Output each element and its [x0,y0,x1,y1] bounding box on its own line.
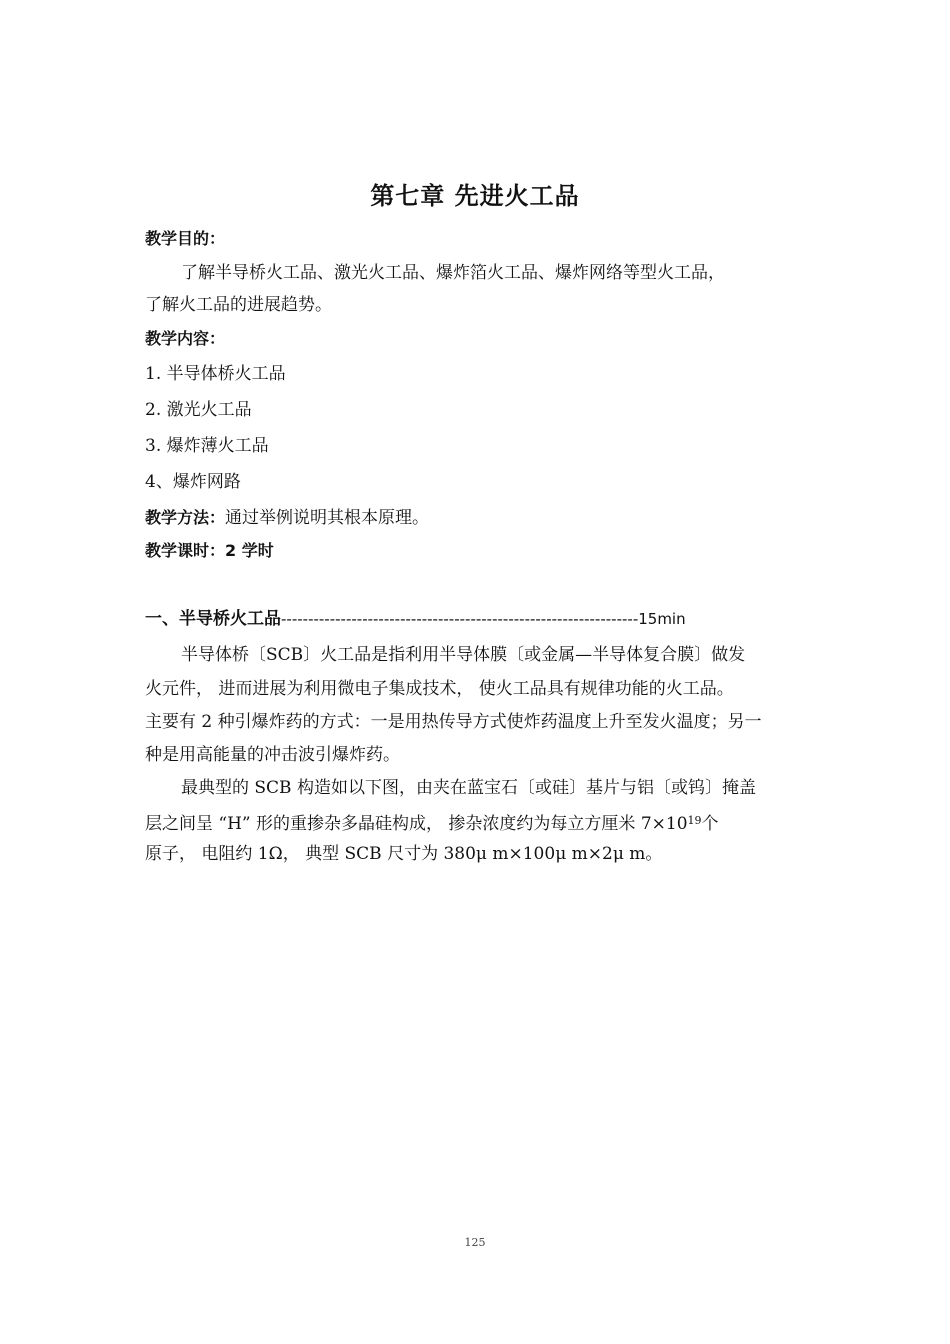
para-2-line-2 [145,810,719,835]
objectives-line-1: 了解半导桥火工品、激光火工品、爆炸箔火工品、爆炸网络等型火工品， [181,263,725,283]
contents-item-3: 3. 爆炸薄火工品 [145,436,269,456]
para-2-line-3: 原子， 电阻约 1Ω， 典型 SCB 尺寸为 380μ m×100μ m×2μ m。 [145,844,663,864]
hours-row [145,540,274,562]
section-1-dashes: ------------------------------------------------------------------ [281,610,639,628]
hours-value: 2 学时 [225,541,274,560]
contents-item-2: 2. 激光火工品 [145,400,252,420]
contents-label: 教学内容： [145,329,226,348]
para-1-line-2: 火元件， 进而进展为利用微电子集成技术， 使火工品具有规律功能的火工品。 [145,679,734,699]
hours-label: 教学课时： [145,541,226,560]
section-1-title: 一、半导桥火工品 [145,609,281,629]
para-2-line-2-end: 个 [701,814,719,834]
para-2-line-2-text: 层之间呈 “H” 形的重掺杂多晶硅构成， 掺杂浓度约为每立方厘米 7×10 [145,814,688,834]
objectives-label: 教学目的： [145,229,226,248]
objectives-line-2: 了解火工品的进展趋势。 [145,295,332,315]
chapter-title: 第七章 先进火工品 [370,182,580,210]
page-number: 125 [464,1236,486,1249]
contents-item-4: 4、爆炸网路 [145,472,241,492]
section-1-time: 15min [638,610,686,628]
para-1-line-4: 种是用高能量的冲击波引爆炸药。 [145,745,400,765]
exponent: 19 [687,814,702,827]
method-text: 通过举例说明其根本原理。 [225,508,430,528]
contents-item-1: 1. 半导体桥火工品 [145,364,286,384]
method-row [145,507,429,529]
section-1-heading [145,608,686,630]
para-1-line-1: 半导体桥〔SCB〕火工品是指利用半导体膜〔或金属—半导体复合膜〕做发 [181,645,746,665]
para-2-line-1: 最典型的 SCB 构造如以下图，由夹在蓝宝石〔或硅〕基片与铝〔或钨〕掩盖 [181,778,756,798]
method-label: 教学方法： [145,508,226,527]
para-1-line-3: 主要有 2 种引爆炸药的方式：一是用热传导方式使炸药温度上升至发火温度；另一 [145,712,762,732]
